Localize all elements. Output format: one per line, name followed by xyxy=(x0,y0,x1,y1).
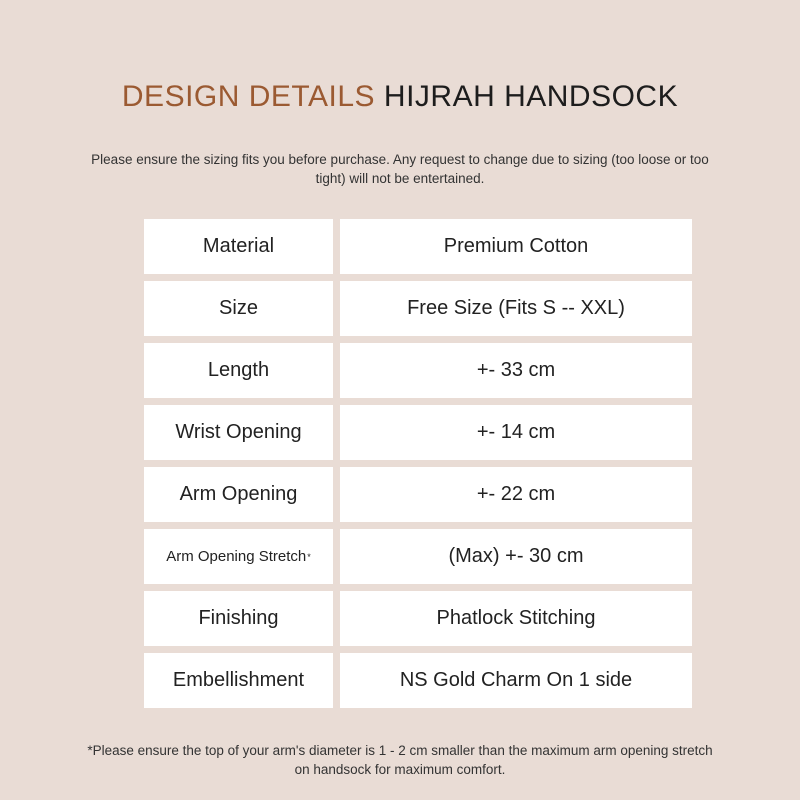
row-label-text: Arm Opening Stretch xyxy=(166,548,307,565)
row-label: Wrist Opening xyxy=(144,405,333,460)
table-row xyxy=(144,653,692,708)
table-row xyxy=(144,529,692,584)
table-row xyxy=(144,343,692,398)
design-details-table xyxy=(144,219,692,715)
table-row xyxy=(144,405,692,460)
row-label: Material xyxy=(144,219,333,274)
table-row xyxy=(144,467,692,522)
table-row xyxy=(144,591,692,646)
table-row xyxy=(144,219,692,274)
row-label: Finishing xyxy=(144,591,333,646)
row-value: +- 33 cm xyxy=(340,343,692,398)
row-label: Size xyxy=(144,281,333,336)
row-label: Arm Opening xyxy=(144,467,333,522)
footnote: *Please ensure the top of your arm's diameter is 1 - 2 cm smaller than the maximum arm opening stretch on handsock for maximum comfort. xyxy=(87,743,713,777)
title-main: HIJRAH HANDSOCK xyxy=(383,80,679,113)
row-label: Length xyxy=(144,343,333,398)
sizing-disclaimer: Please ensure the sizing fits you before purchase. Any request to change due to sizing (too loose or too tight) will not be entertained. xyxy=(91,152,709,186)
table-row xyxy=(144,281,692,336)
row-value: +- 14 cm xyxy=(340,405,692,460)
row-value: (Max) +- 30 cm xyxy=(340,529,692,584)
footnote-mark: * xyxy=(307,551,311,562)
row-value: Free Size (Fits S -- XXL) xyxy=(340,281,692,336)
row-value: +- 22 cm xyxy=(340,467,692,522)
row-value: NS Gold Charm On 1 side xyxy=(340,653,692,708)
row-label xyxy=(144,529,333,584)
row-value: Phatlock Stitching xyxy=(340,591,692,646)
row-label: Embellishment xyxy=(144,653,333,708)
page-title xyxy=(0,80,800,114)
row-value: Premium Cotton xyxy=(340,219,692,274)
title-accent: DESIGN DETAILS xyxy=(121,80,376,113)
